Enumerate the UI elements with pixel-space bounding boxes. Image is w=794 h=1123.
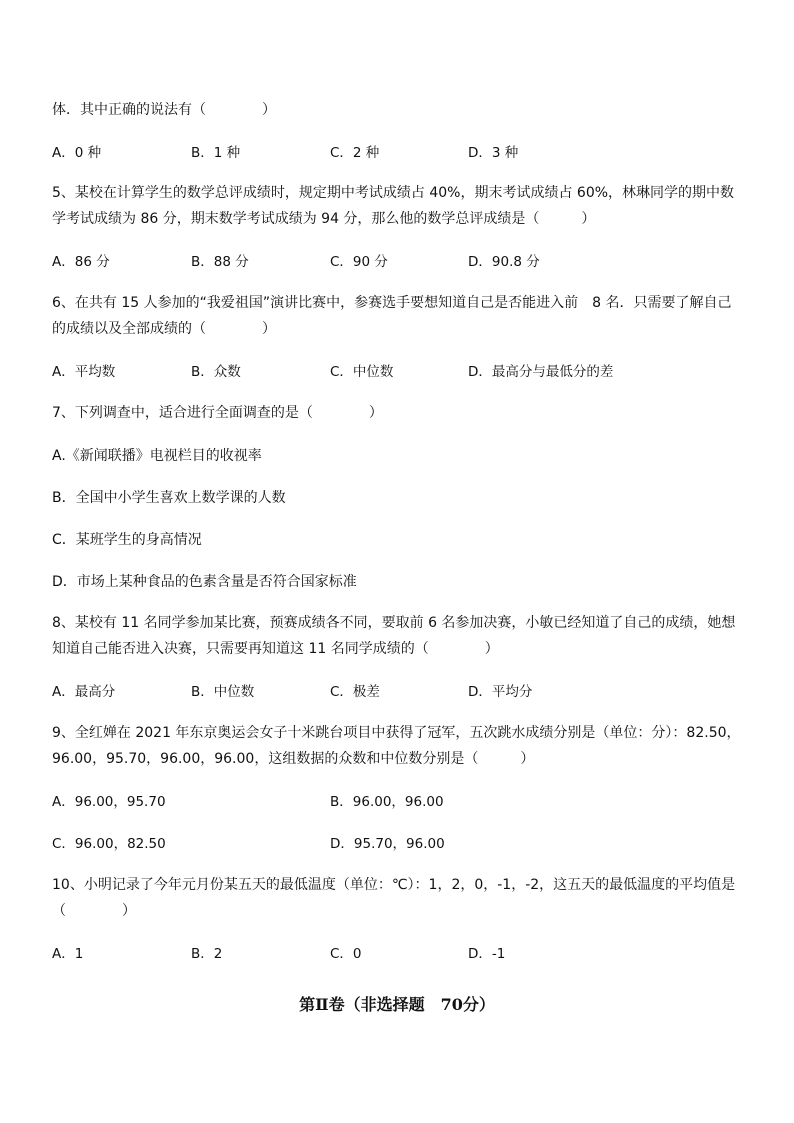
q6-option-c: C．中位数 <box>330 364 394 380</box>
q7-option-a: A.《新闻联播》电视栏目的收视率 <box>52 448 262 464</box>
q10-option-d: D．-1 <box>468 946 506 962</box>
q6-option-a: A．平均数 <box>52 364 116 380</box>
q5-option-a: A．86 分 <box>52 254 110 270</box>
question-9-stem: 9、全红婵在 2021 年东京奥运会女子十米跳台项目中获得了冠军，五次跳水成绩分别是（单位：分）：82.50，96.00，95.70，96.00，96.00，这组数据的众数和中位数分别是（ ） <box>52 725 741 767</box>
q8-option-d: D．平均分 <box>468 684 533 700</box>
q5-option-c: C．90 分 <box>330 254 388 270</box>
q4-option-a: A．0 种 <box>52 145 102 161</box>
question-8-stem: 8、某校有 11 名同学参加某比赛，预赛成绩各不同，要取前 6 名参加决赛，小敏已经知道了自己的成绩，她想知道自己能否进入决赛，只需要再知道这 11 名同学成绩的（ ） <box>52 615 736 657</box>
q5-option-d: D．90.8 分 <box>468 254 540 270</box>
q7-option-c: C．某班学生的身高情况 <box>52 532 202 548</box>
q8-option-c: C．极差 <box>330 684 380 700</box>
q9-option-b: B．96.00，96.00 <box>330 794 444 810</box>
q6-option-d: D．最高分与最低分的差 <box>468 364 614 380</box>
q4-option-d: D．3 种 <box>468 145 519 161</box>
question-5-stem: 5、某校在计算学生的数学总评成绩时，规定期中考试成绩占 40%，期末考试成绩占 60%，林琳同学的期中数学考试成绩为 86 分，期末数学考试成绩为 94 分，那么他的数学总评成绩是（ ） <box>52 185 735 227</box>
q7-option-d: D．市场上某种食品的色素含量是否符合国家标准 <box>52 574 357 590</box>
question-4-continuation: 体．其中正确的说法有（ ） <box>52 102 276 118</box>
q4-option-c: C．2 种 <box>330 145 380 161</box>
question-7-stem: 7、下列调查中，适合进行全面调查的是（ ） <box>52 405 383 421</box>
q8-option-b: B．中位数 <box>191 684 255 700</box>
q10-option-a: A．1 <box>52 946 84 962</box>
q10-option-b: B．2 <box>191 946 223 962</box>
section-heading: 第Ⅱ卷（非选择题 70分） <box>299 995 495 1014</box>
q4-option-b: B．1 种 <box>191 145 241 161</box>
q8-option-a: A．最高分 <box>52 684 116 700</box>
q9-option-d: D．95.70，96.00 <box>330 836 445 852</box>
q10-option-c: C．0 <box>330 946 362 962</box>
question-10-stem: 10、小明记录了今年元月份某五天的最低温度（单位：℃）：1，2，0，-1，-2，这五天的最低温度的平均值是（ ） <box>52 877 736 919</box>
question-6-stem: 6、在共有 15 人参加的“我爱祖国”演讲比赛中，参赛选手要想知道自己是否能进入前 8 名．只需要了解自己的成绩以及全部成绩的（ ） <box>52 295 732 337</box>
q9-option-c: C．96.00，82.50 <box>52 836 166 852</box>
q9-option-a: A．96.00，95.70 <box>52 794 166 810</box>
q7-option-b: B．全国中小学生喜欢上数学课的人数 <box>52 490 286 506</box>
q6-option-b: B．众数 <box>191 364 241 380</box>
q5-option-b: B．88 分 <box>191 254 249 270</box>
